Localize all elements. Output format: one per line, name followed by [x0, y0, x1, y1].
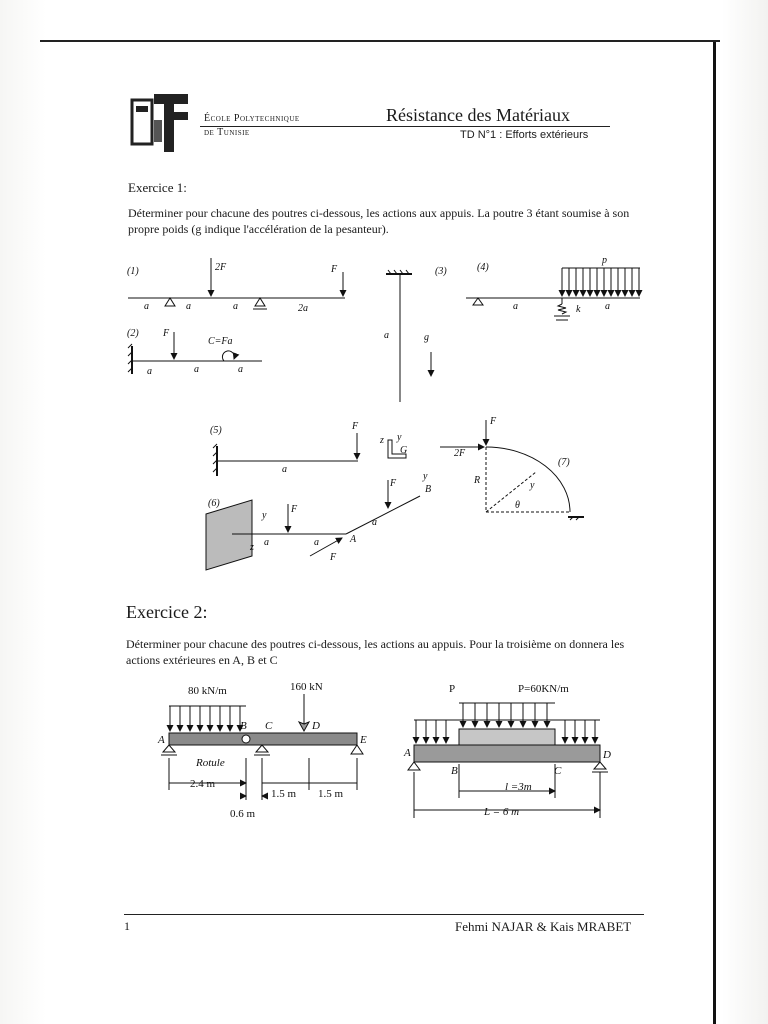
footer-rule — [124, 914, 644, 915]
svg-text:G: G — [400, 445, 408, 456]
ex2-beam2 — [414, 745, 600, 762]
footer-authors: Fehmi NAJAR & Kais MRABET — [455, 919, 632, 934]
svg-text:P=60KN/m: P=60KN/m — [518, 683, 569, 695]
svg-text:a: a — [513, 301, 518, 312]
svg-text:R: R — [474, 475, 481, 486]
svg-text:y: y — [423, 471, 428, 482]
page-number: 1 — [124, 919, 130, 933]
exercise2-text: Déterminer pour chacune des poutres ci-dessous, les actions au appuis. Pour la troisième on donnera les actions extérieures en A, B et C — [126, 637, 625, 667]
svg-text:a: a — [264, 537, 269, 548]
svg-text:A: A — [404, 747, 411, 759]
svg-text:(2): (2) — [127, 328, 139, 339]
svg-text:a: a — [194, 364, 199, 375]
svg-text:a: a — [238, 364, 243, 375]
svg-text:P: P — [449, 683, 456, 695]
svg-text:F: F — [352, 421, 359, 432]
svg-text:a: a — [233, 301, 238, 312]
svg-text:k: k — [576, 304, 581, 315]
svg-text:a: a — [282, 464, 287, 475]
exercise1-title: Exercice 1: — [128, 180, 187, 195]
svg-text:(3): (3) — [435, 266, 447, 277]
svg-text:2a: 2a — [298, 303, 308, 314]
svg-text:F: F — [490, 416, 497, 427]
td-title: TD N°1 : Efforts extérieurs — [460, 129, 589, 141]
exercise1-text: Déterminer pour chacune des poutres ci-dessous, les actions aux appuis. La poutre 3 étant soumise à son propre poids (g indique l'accélération de la pesanteur). — [128, 206, 630, 236]
svg-text:F: F — [163, 328, 170, 339]
svg-text:a: a — [147, 366, 152, 377]
svg-text:l =3m: l =3m — [505, 781, 532, 793]
svg-text:D: D — [603, 749, 611, 761]
svg-text:F: F — [331, 264, 338, 275]
svg-text:θ: θ — [515, 500, 520, 511]
svg-text:C: C — [265, 720, 273, 732]
course-title: Résistance des Matériaux — [386, 105, 570, 125]
svg-text:F: F — [390, 478, 397, 489]
svg-text:(5): (5) — [210, 425, 222, 436]
svg-text:1.5 m: 1.5 m — [271, 788, 297, 800]
svg-text:A: A — [350, 534, 357, 545]
svg-text:(1): (1) — [127, 266, 139, 277]
svg-text:0.6 m: 0.6 m — [230, 808, 256, 820]
svg-text:g: g — [424, 332, 429, 343]
svg-text:1.5 m: 1.5 m — [318, 788, 344, 800]
svg-text:F: F — [291, 504, 298, 515]
svg-text:a: a — [314, 537, 319, 548]
svg-text:C: C — [554, 765, 562, 777]
school-name: École Polytechnique de Tunisie — [204, 113, 300, 138]
svg-text:2.4 m: 2.4 m — [190, 778, 216, 790]
svg-text:B: B — [240, 720, 247, 732]
svg-text:y: y — [530, 480, 535, 491]
svg-text:a: a — [605, 301, 610, 312]
svg-text:y: y — [262, 510, 267, 521]
svg-text:B: B — [451, 765, 458, 777]
svg-text:z: z — [250, 542, 254, 553]
exercise2-title: Exercice 2: — [126, 602, 208, 622]
svg-text:a: a — [372, 517, 377, 528]
svg-text:a: a — [144, 301, 149, 312]
svg-text:a: a — [384, 330, 389, 341]
ex2-point-load — [299, 694, 309, 731]
svg-text:(7): (7) — [558, 457, 570, 468]
svg-text:160 kN: 160 kN — [290, 681, 323, 693]
ex2-dist-load1 — [170, 706, 240, 731]
svg-text:(4): (4) — [477, 262, 489, 273]
svg-text:y: y — [397, 432, 402, 443]
svg-text:p: p — [602, 255, 607, 266]
svg-text:B: B — [425, 484, 432, 495]
svg-text:z: z — [380, 435, 384, 446]
svg-text:A: A — [158, 734, 165, 746]
svg-text:80 kN/m: 80 kN/m — [188, 685, 227, 697]
svg-text:2F: 2F — [454, 448, 466, 459]
svg-text:(6): (6) — [208, 498, 220, 509]
svg-text:a: a — [186, 301, 191, 312]
svg-text:E: E — [360, 734, 367, 746]
svg-text:Rotule: Rotule — [196, 757, 225, 769]
svg-text:F: F — [330, 552, 337, 563]
svg-text:C=Fa: C=Fa — [208, 336, 233, 347]
svg-text:L = 6 m: L = 6 m — [484, 806, 520, 818]
ex2-beam1 — [169, 733, 357, 745]
svg-text:D: D — [312, 720, 320, 732]
svg-text:2F: 2F — [215, 262, 227, 273]
